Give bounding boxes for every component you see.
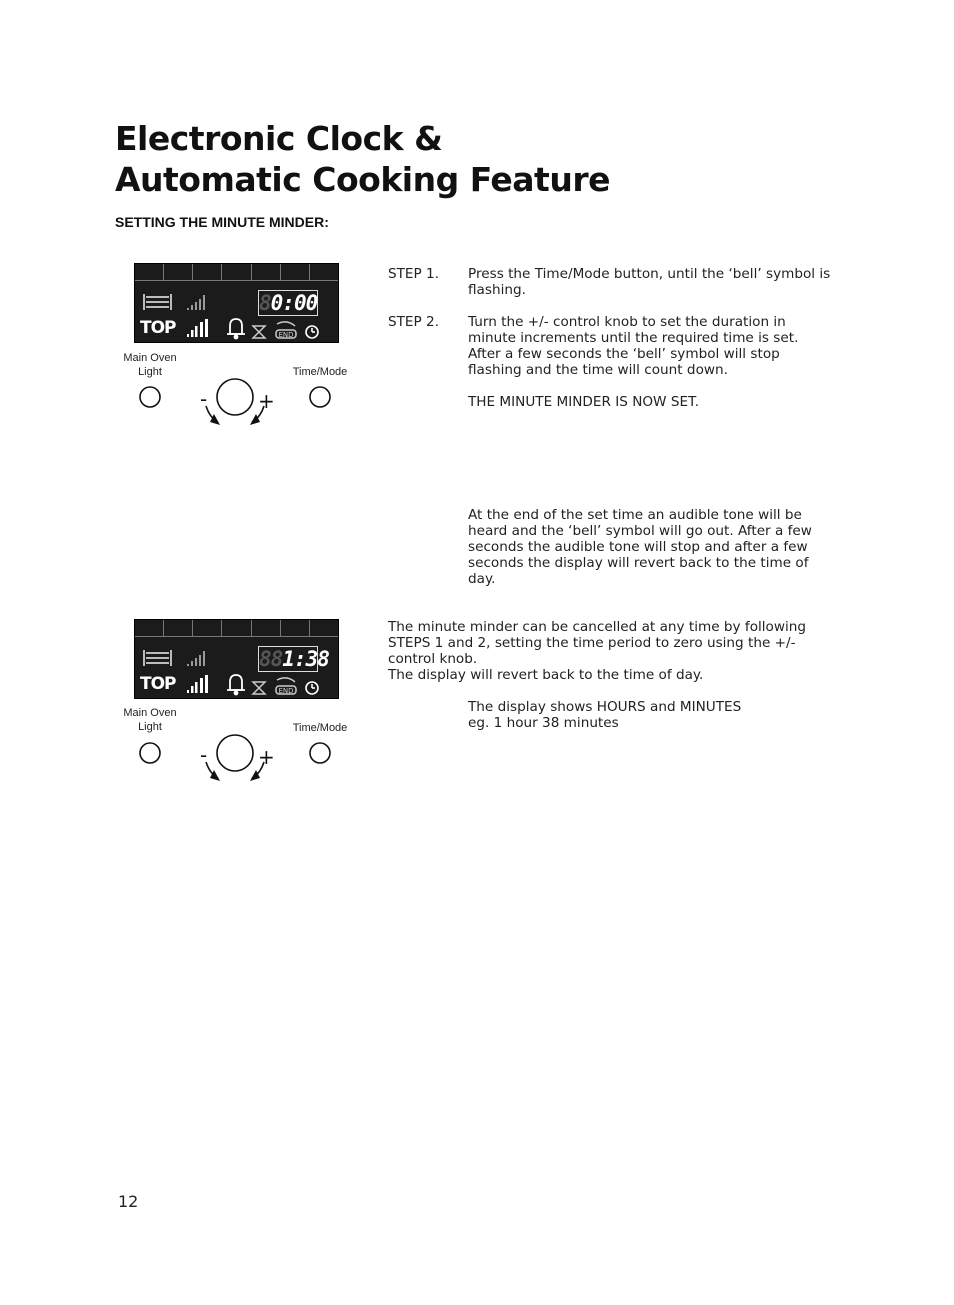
end-label: END xyxy=(278,331,294,339)
step-1-label: STEP 1. xyxy=(388,266,440,282)
step-2-label: STEP 2. xyxy=(388,314,440,330)
top-oven-label: TOP xyxy=(140,318,176,338)
rotate-left-arrow-icon xyxy=(206,762,220,781)
controls-1 xyxy=(130,376,350,431)
main-oven-light-button[interactable] xyxy=(140,743,160,763)
step-2-text: Turn the +/- control knob to set the duration in minute increments until the required time is set. After a few seconds the ‘bell’ symbol will stop flashing and the time will count down. xyxy=(468,314,799,378)
time-mode-button[interactable] xyxy=(310,387,330,407)
bell-icon xyxy=(227,319,245,339)
minute-minder-set-notice: THE MINUTE MINDER IS NOW SET. xyxy=(468,394,700,410)
clock-icon xyxy=(306,326,318,338)
oven-grill-icon xyxy=(144,650,171,666)
hourglass-icon xyxy=(253,682,265,694)
control-knob[interactable] xyxy=(217,379,253,415)
display-ghost-digit: 8 xyxy=(259,291,271,315)
power-level-icon xyxy=(187,295,205,310)
page-title-line-1: Electronic Clock & xyxy=(115,119,443,158)
page-title xyxy=(115,118,610,200)
display-time-value: 0:00 xyxy=(270,291,318,315)
knob-minus-sign: - xyxy=(200,387,208,411)
end-of-time-paragraph: At the end of the set time an audible tone will be heard and the ‘bell’ symbol will go out. After a few seconds the audible tone will stop and after a few seconds the display will revert back to the time of day. xyxy=(468,507,812,587)
step-1-text: Press the Time/Mode button, until the ‘bell’ symbol is flashing. xyxy=(468,266,831,298)
control-knob[interactable] xyxy=(217,735,253,771)
time-mode-button[interactable] xyxy=(310,743,330,763)
time-mode-label: Time/Mode xyxy=(292,366,348,378)
page-number: 12 xyxy=(118,1192,139,1211)
oven-display-panel-2 xyxy=(134,619,339,699)
end-label: END xyxy=(278,687,294,695)
clock-icon xyxy=(306,682,318,694)
top-oven-label: TOP xyxy=(140,674,176,694)
main-oven-light-button[interactable] xyxy=(140,387,160,407)
knob-plus-sign: + xyxy=(258,389,275,413)
display-ghost-digit: 88 xyxy=(259,647,283,671)
time-mode-label: Time/Mode xyxy=(292,722,348,734)
main-oven-light-label: Main Oven Light xyxy=(123,352,177,378)
page-title-line-2: Automatic Cooking Feature xyxy=(115,160,610,199)
power-level-top-icon xyxy=(187,319,208,337)
cancel-paragraph: The minute minder can be cancelled at any time by following STEPS 1 and 2, setting the time period to zero using the +/- control knob. The display will revert back to the time of day. xyxy=(388,619,807,683)
oven-display-panel-1 xyxy=(134,263,339,343)
time-display xyxy=(258,646,329,672)
oven-grill-icon xyxy=(144,294,171,310)
display-note: The display shows HOURS and MINUTES eg. 1 hour 38 minutes xyxy=(468,699,742,731)
knob-minus-sign: - xyxy=(200,743,208,767)
display-time-value: 1:38 xyxy=(282,647,329,671)
bell-icon xyxy=(227,675,245,695)
section-heading: SETTING THE MINUTE MINDER: xyxy=(115,214,329,230)
controls-2 xyxy=(130,732,350,787)
knob-plus-sign: + xyxy=(258,745,275,769)
rotate-left-arrow-icon xyxy=(206,406,220,425)
hourglass-icon xyxy=(253,326,265,338)
time-display xyxy=(258,290,318,316)
power-level-top-icon xyxy=(187,675,208,693)
power-level-icon xyxy=(187,651,205,666)
main-oven-light-label: Main Oven Light xyxy=(123,707,177,733)
